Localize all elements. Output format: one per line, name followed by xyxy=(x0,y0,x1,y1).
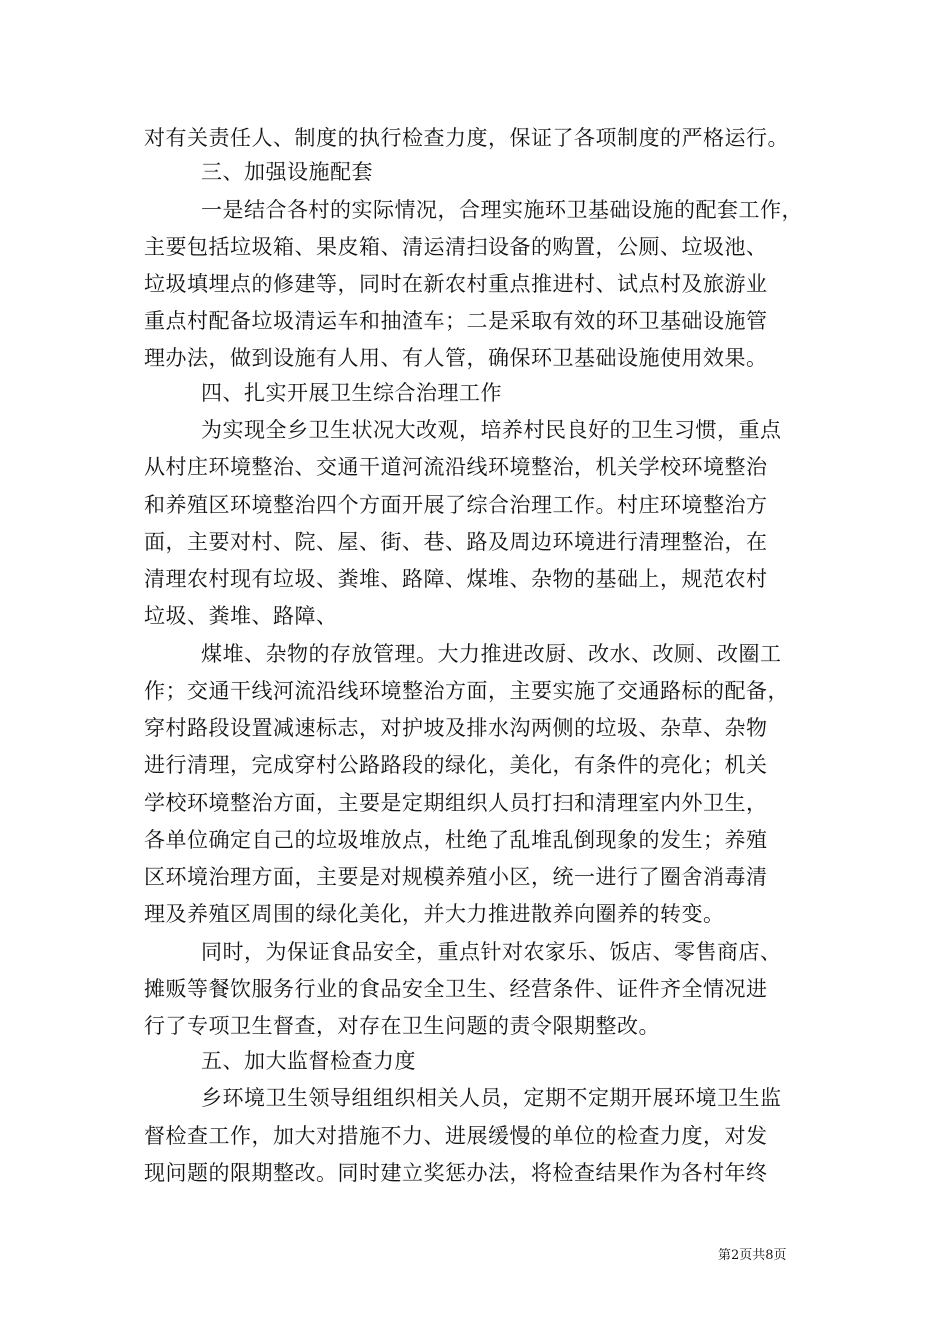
section-heading: 五、加大监督检查力度 xyxy=(201,1049,416,1073)
text-line: 垃圾填埋点的修建等，同时在新农村重点推进村、试点村及旅游业 xyxy=(144,272,768,296)
text-line: 和养殖区环境整治四个方面开展了综合治理工作。村庄环境整治方 xyxy=(144,493,768,517)
text-line: 重点村配备垃圾清运车和抽渣车；二是采取有效的环卫基础设施管 xyxy=(144,309,768,333)
text-line: 进行清理，完成穿村公路路段的绿化，美化，有条件的亮化；机关 xyxy=(144,753,768,777)
text-line: 行了专项卫生督查，对存在卫生问题的责令限期整改。 xyxy=(144,1014,660,1038)
section-heading: 四、扎实开展卫生综合治理工作 xyxy=(201,381,502,405)
text-line: 同时，为保证食品安全，重点针对农家乐、饭店、零售商店、 xyxy=(201,940,782,964)
text-line: 煤堆、杂物的存放管理。大力推进改厨、改水、改厕、改圈工 xyxy=(201,642,782,666)
text-line: 垃圾、粪堆、路障、 xyxy=(144,604,338,628)
text-line: 作；交通干线河流沿线环境整治方面，主要实施了交通路标的配备， xyxy=(144,679,789,703)
text-line: 学校环境整治方面，主要是定期组织人员打扫和清理室内外卫生， xyxy=(144,791,768,815)
text-line: 从村庄环境整治、交通干道河流沿线环境整治，机关学校环境整治 xyxy=(144,455,768,479)
text-line: 一是结合各村的实际情况，合理实施环卫基础设施的配套工作， xyxy=(201,198,803,222)
text-line: 为实现全乡卫生状况大改观，培养村民良好的卫生习惯，重点 xyxy=(201,418,782,442)
text-line: 对有关责任人、制度的执行检查力度，保证了各项制度的严格运行。 xyxy=(144,126,789,150)
text-line: 主要包括垃圾箱、果皮箱、清运清扫设备的购置，公厕、垃圾池、 xyxy=(144,235,768,259)
text-line: 理及养殖区周围的绿化美化，并大力推进散养向圈养的转变。 xyxy=(144,902,725,926)
text-line: 清理农村现有垃圾、粪堆、路障、煤堆、杂物的基础上，规范农村 xyxy=(144,567,768,591)
text-line: 穿村路段设置减速标志，对护坡及排水沟两侧的垃圾、杂草、杂物 xyxy=(144,716,768,740)
text-line: 理办法，做到设施有人用、有人管，确保环卫基础设施使用效果。 xyxy=(144,346,768,370)
text-line: 督检查工作，加大对措施不力、进展缓慢的单位的检查力度，对发 xyxy=(144,1124,768,1148)
text-line: 摊贩等餐饮服务行业的食品安全卫生、经营条件、证件齐全情况进 xyxy=(144,977,768,1001)
text-line: 各单位确定自己的垃圾堆放点，杜绝了乱堆乱倒现象的发生；养殖 xyxy=(144,828,768,852)
text-line: 区环境治理方面，主要是对规模养殖小区，统一进行了圈舍消毒清 xyxy=(144,865,768,889)
section-heading: 三、加强设施配套 xyxy=(201,160,373,184)
text-line: 面，主要对村、院、屋、街、巷、路及周边环境进行清理整治，在 xyxy=(144,530,768,554)
page-number: 第2页共8页 xyxy=(718,1248,787,1263)
text-line: 现问题的限期整改。同时建立奖惩办法，将检查结果作为各村年终 xyxy=(144,1161,768,1185)
text-line: 乡环境卫生领导组组织相关人员，定期不定期开展环境卫生监 xyxy=(201,1086,782,1110)
